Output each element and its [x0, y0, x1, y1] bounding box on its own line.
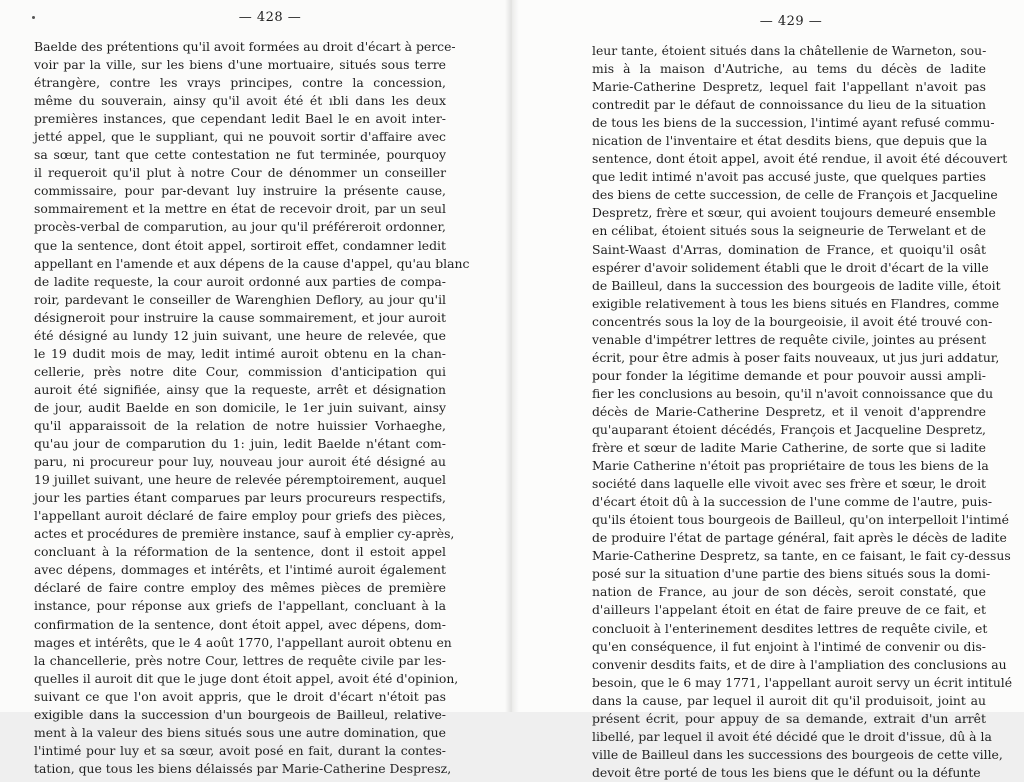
text-line: dans la cause, par lequel il auroit dit qu'il produisoit, joint au [592, 692, 986, 708]
text-line: besoin, que le 6 may 1771, l'appellant auroit servy un écrit intitulé [592, 674, 1013, 690]
text-line: de ladite requeste, la cour auroit ordonné aux parties de compa- [34, 273, 446, 289]
text-line: que la sentence, dont étoit appel, sortiroit effet, condamner ledit [34, 237, 446, 253]
left-page-text [34, 38, 470, 778]
text-line: nication de l'inventaire et état desdits biens, que depuis que la [592, 133, 988, 149]
text-line: ville de Bailleul dans les successions des bourgeois de cette ville, [592, 746, 1003, 762]
text-line: qu'au jour de comparution du 1: juin, ledit Baelde n'étant com- [34, 436, 446, 452]
text-line: exigible dans la succession d'un bourgeois de Bailleul, relative- [34, 706, 446, 722]
text-line: Marie Catherine n'étoit pas propriétaire de tous les biens de la [592, 458, 989, 474]
text-line: désigneroit pour instruire la cause sommairement, et jour auroit [34, 309, 446, 325]
text-line: confirmation de la sentence, dont étoit appel, avec dépens, dom- [34, 616, 446, 632]
text-line: suivant ce que l'on avoit appris, que le droit d'écart n'étoit pas [34, 688, 446, 704]
text-line: qu'en conséquence, il fut enjoint à l'intimé de convenir ou dis- [592, 638, 986, 654]
text-line: jetté appel, que le suppliant, qui ne pouvoit sortir d'affaire avec [34, 129, 446, 145]
text-line: Marie-Catherine Despretz, lequel fait l'appellant n'avoit pas [592, 79, 986, 95]
text-line: premières instances, que cependant ledit Bael le en avoit inter- [34, 111, 446, 127]
text-line: contredit par le défaut de connoissance du lieu de la situation [592, 97, 986, 113]
text-line: venable d'impétrer lettres de requête civile, jointes au présent [592, 331, 987, 347]
text-line: sa sœur, tant que cette contestation ne fut terminée, pourquoy [34, 147, 446, 163]
text-line: société dans laquelle elle vivoit avec ses frère et sœur, le droit [592, 476, 986, 492]
text-line: quelles il auroit dit que le juge dont étoit appel, avoit été d'opinion, [34, 670, 459, 686]
text-line: 19 juillet suivant, une heure de relevée péremptoirement, auquel [34, 472, 446, 488]
text-line: que ledit intimé n'avoit pas accusé juste, que quelques parties [592, 169, 986, 185]
text-line: l'appellant auroit déclaré de faire employ pour griefs des pièces, [34, 508, 446, 524]
left-page-number: — 428 — [238, 10, 302, 25]
text-line: même du souverain, ainsy qu'il avoit été ét ıbli dans les deux [34, 93, 446, 109]
text-line: auroit été signifiée, ainsy que la requeste, arrêt et désignation [34, 381, 446, 397]
text-line: procès-verbal de comparution, au jour qu'il préféreroit ordonner, [34, 219, 446, 235]
text-line: libellé, par lequel il avoit été décidé que le droit d'issue, dû à la [592, 728, 992, 744]
text-line: en célibat, étoient situés sous la seigneurie de Terwelant et de [592, 223, 986, 239]
text-line: tation, que tous les biens délaissés par Marie-Catherine Despresz, [34, 760, 452, 776]
text-line: d'ailleurs l'appelant étoit en état de faire preuve de ce fait, et [592, 602, 986, 618]
text-line: d'écart étoit dû à la succession de l'une comme de l'autre, puis- [592, 494, 993, 510]
text-line: la chancellerie, près notre Cour, lettres de requête civile par les- [34, 652, 446, 668]
text-line: déclaré de faire contre employ des mêmes pièces de première [34, 580, 446, 596]
text-line: Saint-Waast d'Arras, domination de France, et quoiqu'il osât [592, 241, 986, 257]
text-line: concluant à la réformation de la sentence, dont il estoit appel [34, 544, 446, 560]
text-line: devoit être porté de tous les biens que le défunt ou la défunte [592, 764, 981, 780]
text-line: instance, pour réponse aux griefs de l'appellant, concluant à la [34, 598, 446, 614]
text-line: posé sur la situation d'une partie des biens situés sous la domi- [592, 566, 991, 582]
text-line: leur tante, étoient situés dans la châtellenie de Warneton, sou- [592, 43, 987, 58]
text-line: de tous les biens de la succession, l'intimé ayant refusé commu- [592, 115, 995, 131]
text-line: avec dépens, dommages et intérêts, et l'intimé auroit également [34, 562, 446, 578]
text-line: pour fonder la légitime demande et pour pouvoir aussi ampli- [592, 367, 986, 383]
text-line: concluoit à l'enterinement desdites lettres de requête civile, et [592, 620, 988, 636]
text-line: qu'ils étoient tous bourgeois de Bailleul, qu'on interpelloit l'intimé [592, 512, 1009, 528]
text-line: écrit, pour être admis à poser faits nouveaux, ut jus juri addatur, [592, 349, 1000, 365]
right-page-text [592, 42, 1013, 782]
text-line: de produire l'état de partage général, fait après le décès de ladite [592, 530, 1007, 546]
text-line: de jour, audit Baelde en son domicile, le 1er juin suivant, ainsy [34, 399, 446, 415]
text-line: le 19 dudit mois de may, ledit intimé auroit obtenu en la chan- [34, 345, 446, 361]
text-line: présent écrit, pour appuy de sa demande, extrait d'un arrêt [592, 710, 986, 726]
text-line: il requeroit qu'il plut à notre Cour de dénommer un conseiller [34, 165, 446, 181]
text-line: ment à la valeur des biens situés sous une autre domination, que [34, 724, 446, 740]
text-line: commissaire, pour par-devant luy instruire la présente cause, [34, 183, 446, 199]
text-line: voir par la ville, sur les biens d'une mortuaire, situés sous terre [34, 57, 446, 73]
text-line: été désigné au lundy 12 juin suivant, une heure de relevée, que [34, 327, 446, 343]
text-line: frère et sœur de ladite Marie Catherine, de sorte que si ladite [592, 440, 986, 456]
text-line: sommairement et la mettre en état de recevoir droit, par un seul [34, 201, 446, 217]
text-line: exigible relativement à tous les biens situés en Flandres, comme [592, 295, 1000, 311]
right-page-number: — 429 — [759, 14, 823, 29]
text-line: roir, pardevant le conseiller de Warenghien Deflory, au jour qu'il [34, 291, 446, 307]
text-line: mages et intérêts, que le 4 août 1770, l'appellant auroit obtenu en [34, 634, 452, 650]
text-line: Baelde des prétentions qu'il avoit formées au droit d'écart à perce- [34, 39, 456, 54]
text-line: espérer d'avoir solidement établi que le droit d'écart de la ville [592, 259, 989, 275]
text-line: qu'il apparaissoit de la relation de notre huissier Vorhaeghe, [34, 417, 446, 433]
text-line: étrangère, contre les vrays principes, contre la concession, [34, 75, 446, 91]
left-page [0, 0, 512, 776]
text-line: jour les parties étant comparues par leurs procureurs respectifs, [34, 490, 446, 506]
text-line: mis à la maison d'Autriche, au tems du décès de ladite [592, 61, 986, 77]
dust-speck [32, 16, 35, 19]
text-line: sentence, dont étoit appel, avoit été rendue, il avoit été découvert [592, 151, 1008, 167]
text-line: appellant en l'amende et aux dépens de la cause d'appel, qu'au blanc [34, 255, 470, 271]
text-line: fier les conclusions au besoin, qu'il n'avoit connoissance que du [592, 385, 994, 401]
text-line: l'intimé pour luy et sa sœur, avoit posé en fait, durant la contes- [34, 742, 446, 758]
text-line: actes et procédures de première instance, sauf à emplier cy-après, [34, 526, 455, 542]
text-line: qu'auparant étoient décédés, François et Jacqueline Despretz, [592, 421, 986, 437]
text-line: convenir desdits faits, et de dire à l'ampliation des conclusions au [592, 656, 1007, 672]
text-line: nation de France, au jour de son décès, seroit constaté, que [592, 584, 986, 600]
text-line: de Bailleul, dans la succession des bourgeois de ladite ville, étoit [592, 277, 1001, 293]
text-line: décès de Marie-Catherine Despretz, et il venoit d'apprendre [592, 403, 986, 419]
text-line: Marie-Catherine Despretz, sa tante, en ce faisant, le fait cy-dessus [592, 548, 1011, 564]
text-line: cellerie, près notre dite Cour, commission d'anticipation qui [34, 363, 446, 379]
text-line: Despretz, frère et sœur, qui avoient toujours demeuré ensemble [592, 205, 996, 221]
text-line: paru, ni procureur pour luy, nouveau jour auroit été désigné au [34, 454, 446, 470]
right-page [512, 0, 1024, 780]
text-line: des biens de cette succession, de celle de François et Jacqueline [592, 187, 998, 203]
text-line: concentrés sous la loy de la bourgeoisie, il avoit été trouvé con- [592, 313, 993, 329]
